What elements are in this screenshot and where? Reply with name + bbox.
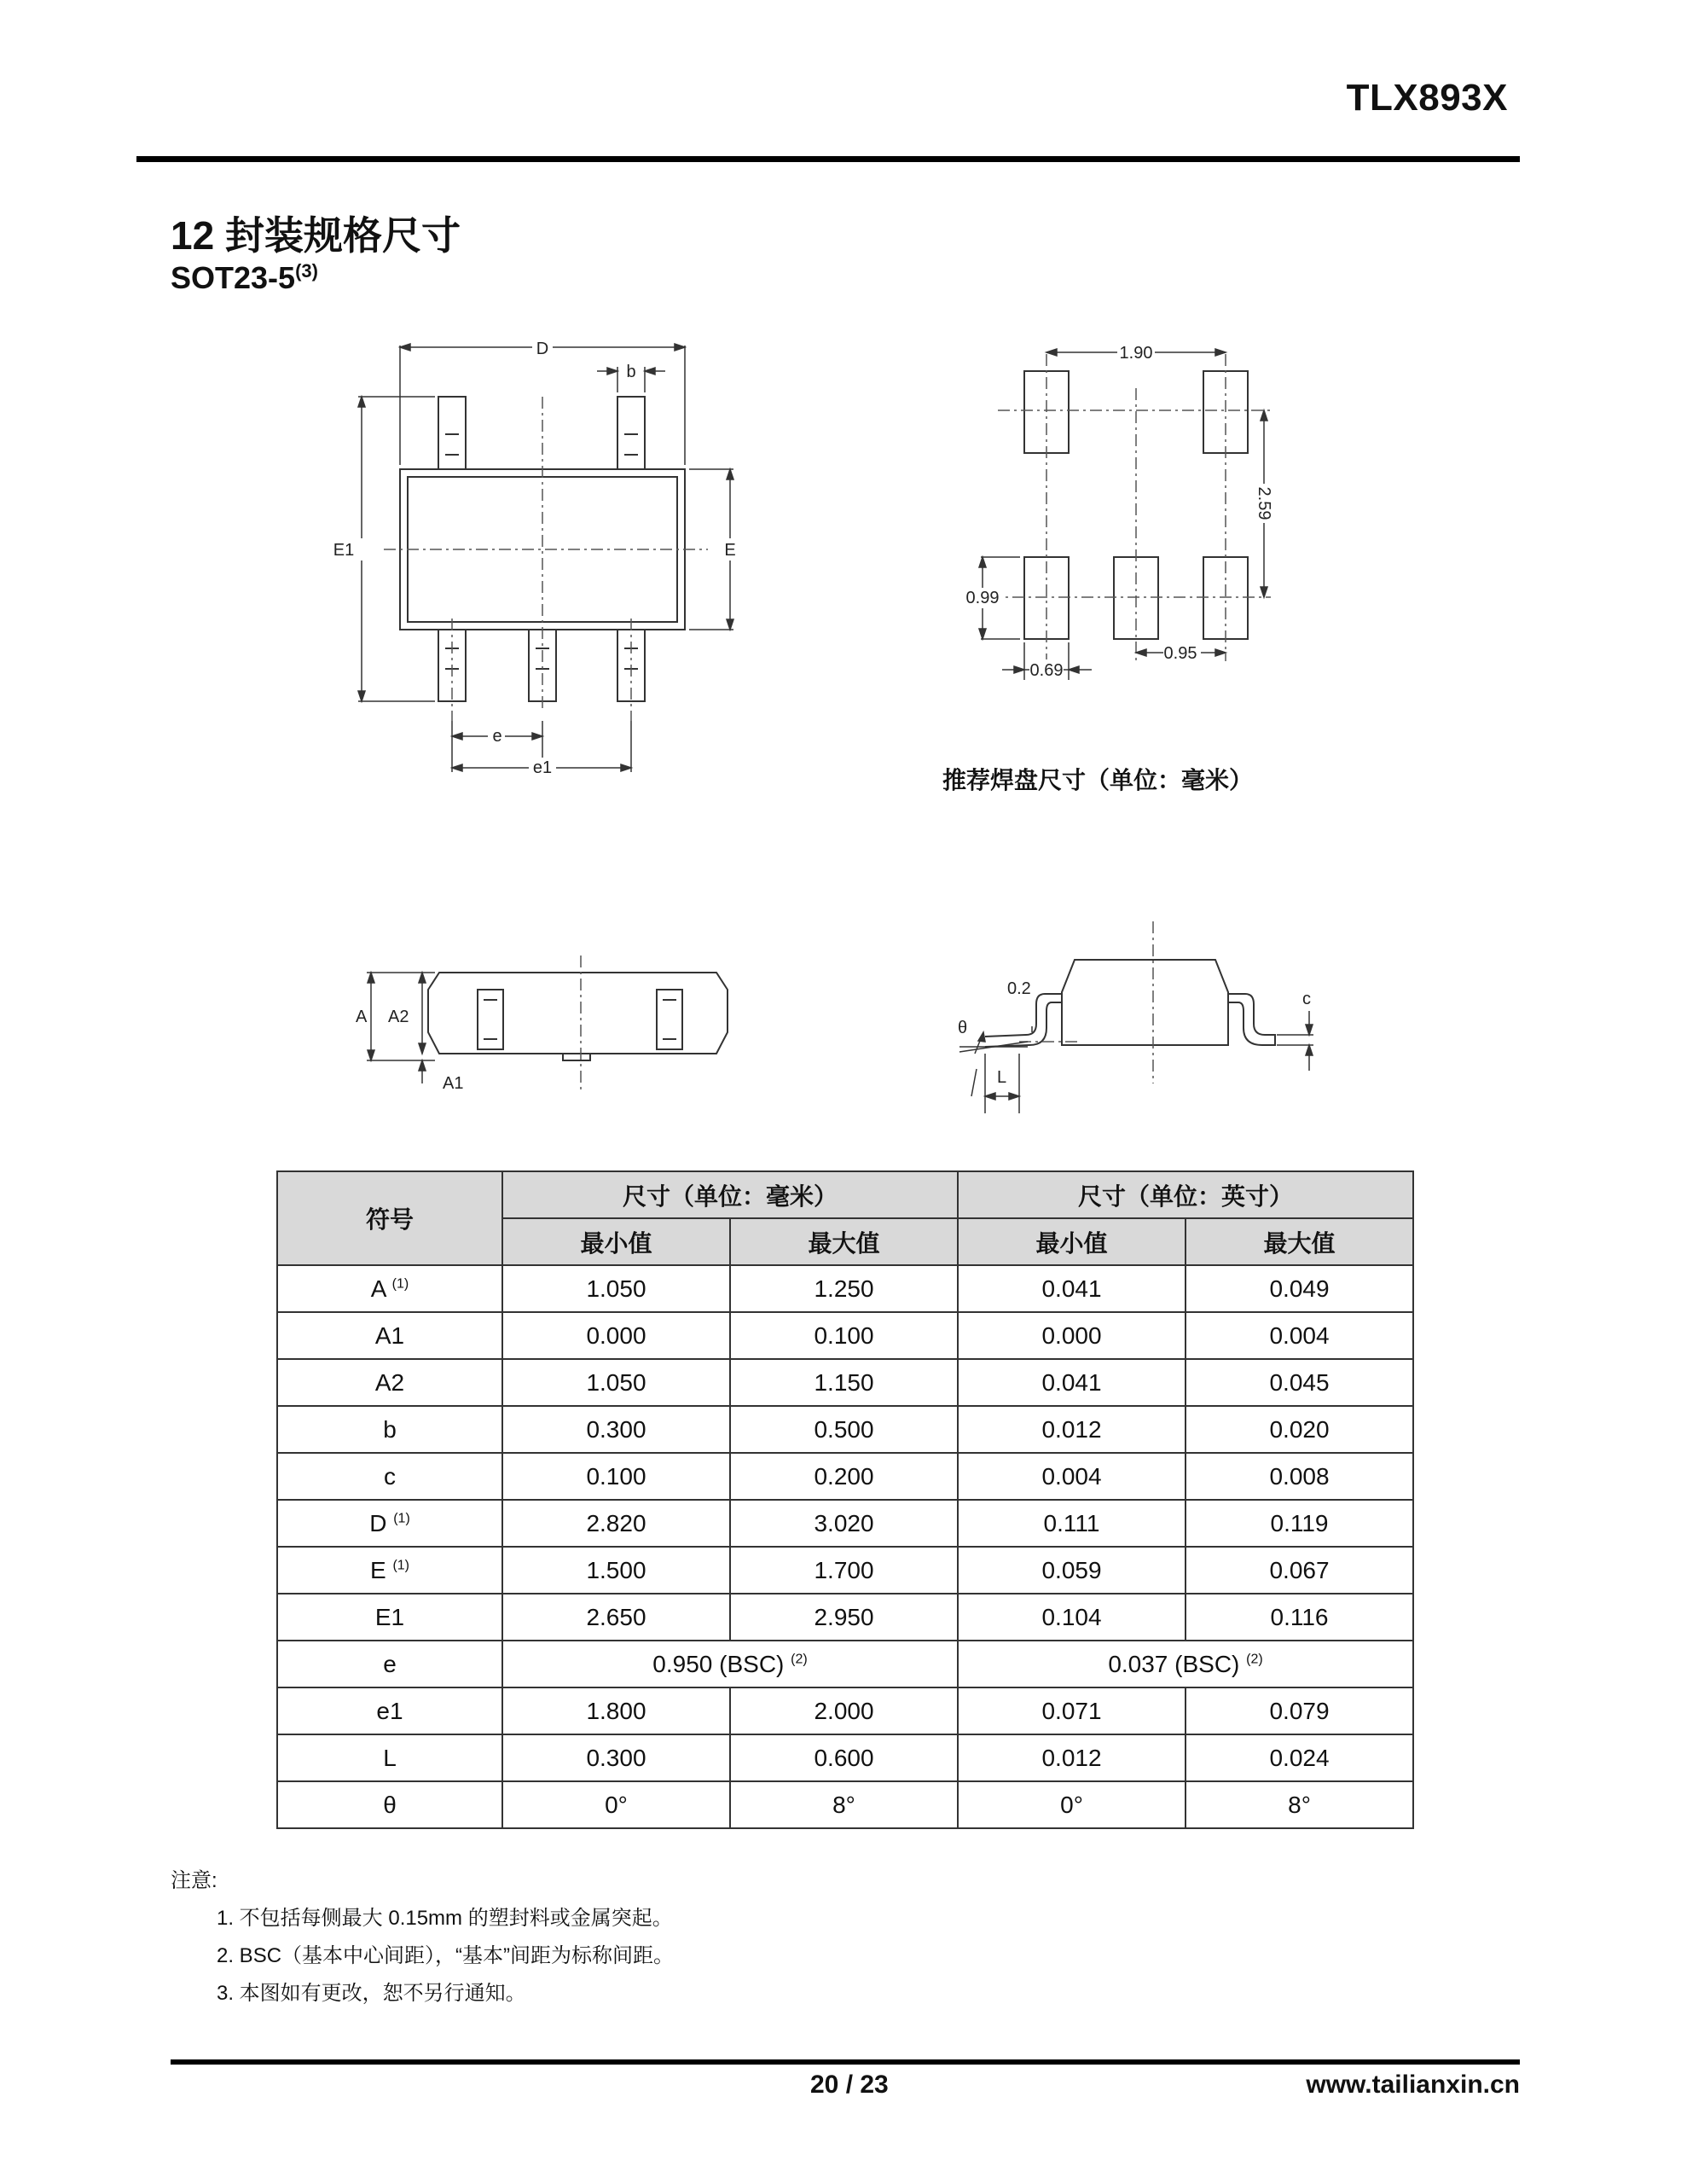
mm-min-cell: 0.300 <box>502 1406 730 1453</box>
header-in-max: 最大值 <box>1186 1218 1413 1265</box>
mm-max-cell: 0.100 <box>730 1312 958 1359</box>
inch-min-cell: 0.012 <box>958 1734 1186 1781</box>
mm-max-cell: 0.600 <box>730 1734 958 1781</box>
symbol-text: A1 <box>374 1321 405 1349</box>
symbol-text: L <box>383 1744 397 1771</box>
bsc-value: 0.037 (BSC) <box>1108 1650 1240 1677</box>
inch-max-cell: 0.020 <box>1186 1406 1413 1453</box>
mm-min-cell: 0.300 <box>502 1734 730 1781</box>
note-item: 1. 不包括每侧最大 0.15mm 的塑封料或金属突起。 <box>217 1907 673 1930</box>
symbol-note: (1) <box>391 1276 409 1292</box>
symbol-cell <box>277 1453 502 1500</box>
mm-max-cell: 3.020 <box>730 1500 958 1547</box>
inch-max-cell: 0.008 <box>1186 1453 1413 1500</box>
dim-e-label: e <box>492 727 502 746</box>
pad-spacing-label: 0.95 <box>1163 644 1197 663</box>
dimension-table <box>276 1170 1414 1829</box>
part-number: TLX893X <box>1346 77 1508 119</box>
mm-min-cell: 1.050 <box>502 1265 730 1312</box>
inch-min-cell: 0.111 <box>958 1500 1186 1547</box>
symbol-cell <box>277 1547 502 1594</box>
table-body <box>277 1265 1413 1828</box>
inch-max-cell: 8° <box>1186 1781 1413 1828</box>
package-name: SOT23-5 <box>171 260 296 295</box>
table-row <box>277 1406 1413 1453</box>
dim-E-label: E <box>724 541 736 560</box>
inch-min-cell: 0.041 <box>958 1359 1186 1406</box>
mm-max-cell: 1.150 <box>730 1359 958 1406</box>
mm-min-cell: 2.820 <box>502 1500 730 1547</box>
table-row <box>277 1781 1413 1828</box>
symbol-text: E <box>369 1556 386 1583</box>
inch-min-cell: 0.004 <box>958 1453 1186 1500</box>
table-row <box>277 1734 1413 1781</box>
dim-D-label: D <box>536 340 549 358</box>
inch-max-cell: 0.067 <box>1186 1547 1413 1594</box>
table-row <box>277 1359 1413 1406</box>
header-symbol: 符号 <box>277 1171 502 1265</box>
dim-theta-label: θ <box>958 1019 968 1037</box>
dim-A-label: A <box>356 1008 368 1026</box>
mm-min-cell: 2.650 <box>502 1594 730 1641</box>
symbol-note: (1) <box>393 1511 410 1526</box>
pad-layout-caption: 推荐焊盘尺寸（单位：毫米） <box>942 767 1254 793</box>
table-row <box>277 1547 1413 1594</box>
inch-max-cell: 0.116 <box>1186 1594 1413 1641</box>
pad-height-span-label: 2.59 <box>1255 486 1273 520</box>
mm-max-cell: 0.200 <box>730 1453 958 1500</box>
header-mm-max: 最大值 <box>730 1218 958 1265</box>
symbol-text: c <box>384 1462 396 1490</box>
gauge-plane-label: 0.2 <box>1007 979 1031 998</box>
symbol-cell <box>277 1641 502 1687</box>
symbol-cell <box>277 1359 502 1406</box>
notes <box>171 1862 674 2013</box>
inch-max-cell: 0.045 <box>1186 1359 1413 1406</box>
top-view-drawing <box>324 328 759 789</box>
table-row <box>277 1500 1413 1547</box>
table-row <box>277 1641 1413 1687</box>
symbol-cell <box>277 1312 502 1359</box>
symbol-text: D <box>369 1509 387 1536</box>
dim-E1-label: E1 <box>333 541 355 560</box>
inch-max-cell: 0.079 <box>1186 1687 1413 1734</box>
mm-max-cell: 1.700 <box>730 1547 958 1594</box>
note-item: 3. 本图如有更改，恕不另行通知。 <box>217 1982 526 2005</box>
symbol-cell <box>277 1594 502 1641</box>
lead-detail-drawing <box>951 917 1326 1113</box>
symbol-text: θ <box>383 1791 397 1818</box>
mm-max-cell: 8° <box>730 1781 958 1828</box>
bsc-note: (2) <box>1246 1652 1263 1667</box>
header-mm-min: 最小值 <box>502 1218 730 1265</box>
symbol-cell <box>277 1781 502 1828</box>
website-link[interactable]: www.tailianxin.cn <box>1306 2071 1520 2099</box>
mm-max-cell: 0.500 <box>730 1406 958 1453</box>
symbol-cell <box>277 1265 502 1312</box>
dim-A1-label: A1 <box>443 1074 464 1093</box>
mm-min-cell: 0.100 <box>502 1453 730 1500</box>
mm-bsc-cell <box>502 1641 958 1687</box>
table-row <box>277 1312 1413 1359</box>
table-row <box>277 1594 1413 1641</box>
package-title <box>171 260 318 296</box>
inch-min-cell: 0.012 <box>958 1406 1186 1453</box>
inch-bsc-cell <box>958 1641 1413 1687</box>
pad-height-label: 0.99 <box>965 589 1000 607</box>
page-number: 20 / 23 <box>810 2071 889 2099</box>
mm-min-cell: 0.000 <box>502 1312 730 1359</box>
inch-max-cell: 0.024 <box>1186 1734 1413 1781</box>
symbol-text: A2 <box>374 1368 405 1396</box>
symbol-cell <box>277 1406 502 1453</box>
symbol-cell <box>277 1687 502 1734</box>
mm-min-cell: 1.050 <box>502 1359 730 1406</box>
mm-max-cell: 2.950 <box>730 1594 958 1641</box>
symbol-cell <box>277 1500 502 1547</box>
header-rule <box>136 156 1520 162</box>
notes-title: 注意: <box>171 1869 217 1892</box>
footer-rule <box>171 2059 1520 2065</box>
inch-min-cell: 0° <box>958 1781 1186 1828</box>
table-row <box>277 1687 1413 1734</box>
header-inch: 尺寸（单位：英寸） <box>958 1171 1413 1218</box>
note-item: 2. BSC（基本中心间距），“基本”间距为标称间距。 <box>217 1944 675 1967</box>
symbol-text: e <box>383 1650 397 1677</box>
dim-c-label: c <box>1302 990 1311 1008</box>
pad-width-label: 0.69 <box>1029 661 1064 680</box>
header-in-min: 最小值 <box>958 1218 1186 1265</box>
pad-pitch-label: 1.90 <box>1119 344 1153 363</box>
symbol-text: E1 <box>374 1603 405 1630</box>
symbol-text: e1 <box>376 1697 403 1724</box>
table-row <box>277 1453 1413 1500</box>
bsc-value: 0.950 (BSC) <box>652 1650 785 1677</box>
dim-e1-label: e1 <box>532 758 553 777</box>
symbol-cell <box>277 1734 502 1781</box>
dim-A2-label: A2 <box>388 1008 409 1026</box>
dim-L-label: L <box>997 1068 1007 1087</box>
inch-min-cell: 0.041 <box>958 1265 1186 1312</box>
inch-min-cell: 0.059 <box>958 1547 1186 1594</box>
table-row <box>277 1265 1413 1312</box>
inch-min-cell: 0.000 <box>958 1312 1186 1359</box>
inch-max-cell: 0.049 <box>1186 1265 1413 1312</box>
header-mm: 尺寸（单位：毫米） <box>502 1171 958 1218</box>
mm-min-cell: 1.500 <box>502 1547 730 1594</box>
symbol-text: A <box>370 1275 386 1302</box>
dim-b-label: b <box>626 363 636 381</box>
pad-layout-drawing <box>955 337 1313 695</box>
inch-min-cell: 0.104 <box>958 1594 1186 1641</box>
inch-min-cell: 0.071 <box>958 1687 1186 1734</box>
inch-max-cell: 0.004 <box>1186 1312 1413 1359</box>
package-note: (3) <box>295 260 318 282</box>
bsc-note: (2) <box>791 1652 808 1667</box>
side-view-drawing <box>354 947 746 1101</box>
mm-min-cell: 1.800 <box>502 1687 730 1734</box>
mm-min-cell: 0° <box>502 1781 730 1828</box>
section-title: 12 封装规格尺寸 <box>171 213 461 258</box>
inch-max-cell: 0.119 <box>1186 1500 1413 1547</box>
mm-max-cell: 1.250 <box>730 1265 958 1312</box>
symbol-note: (1) <box>392 1558 410 1573</box>
mm-max-cell: 2.000 <box>730 1687 958 1734</box>
symbol-text: b <box>383 1415 397 1443</box>
